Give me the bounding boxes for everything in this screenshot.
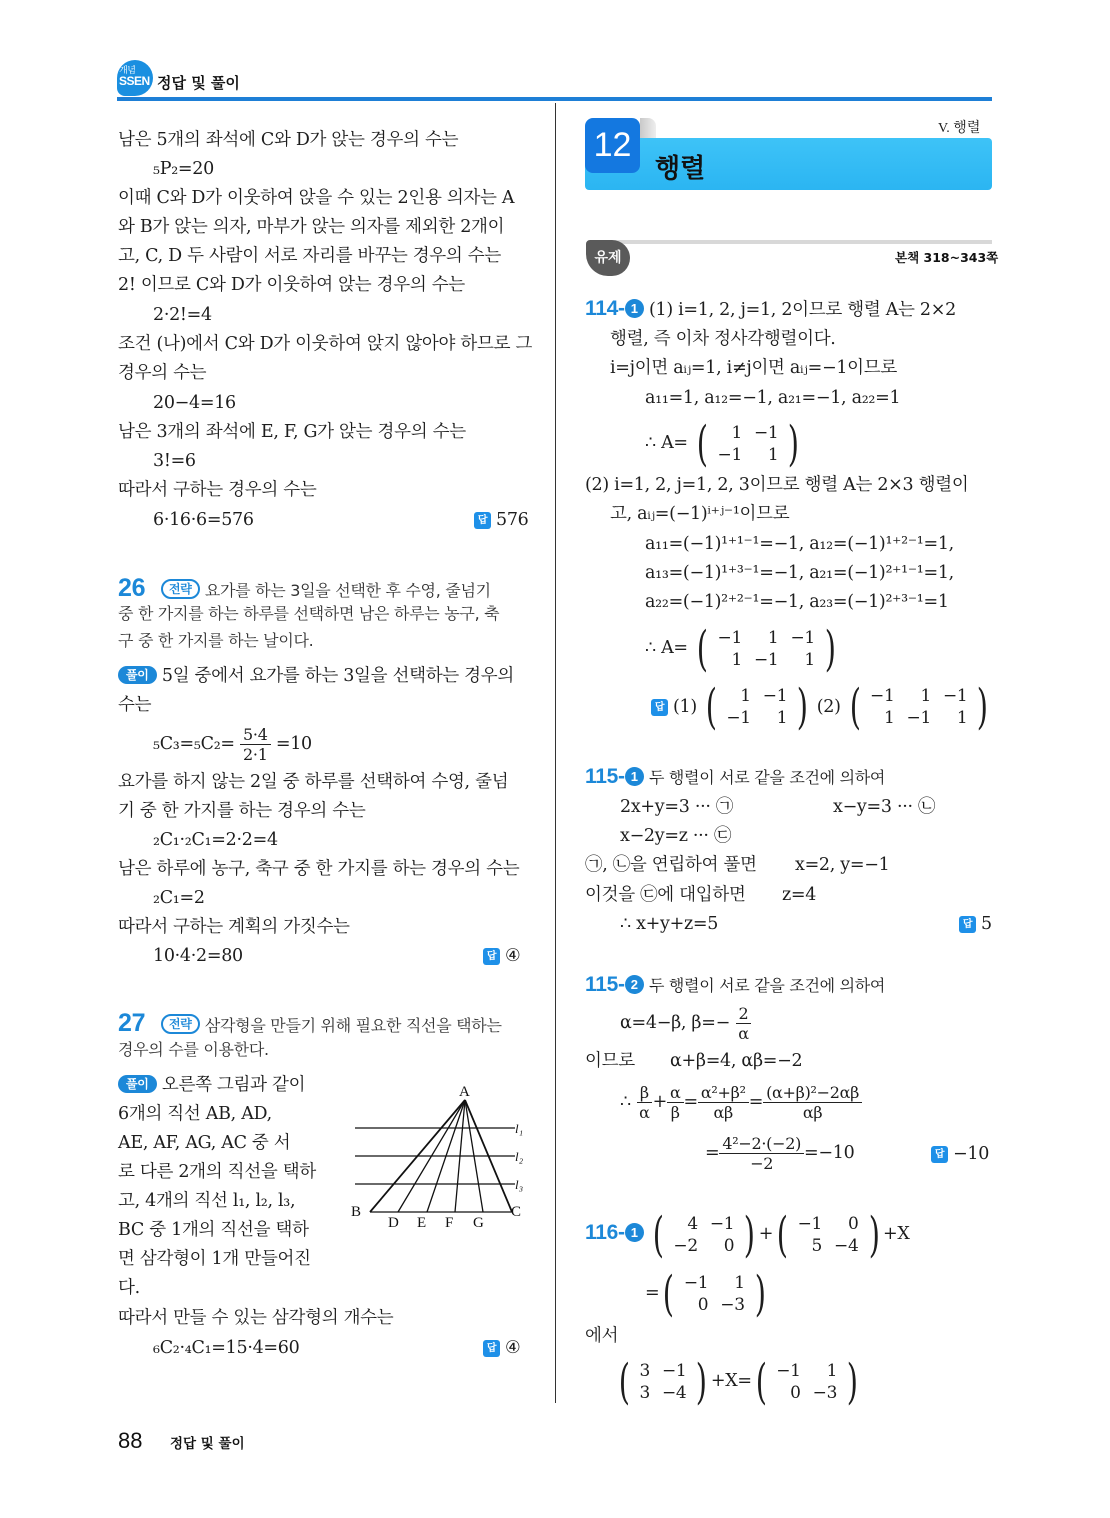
- fraction: [240, 725, 271, 764]
- math-line: [118, 724, 312, 764]
- solution-line: [118, 665, 514, 687]
- answer-value: 576: [496, 510, 529, 530]
- sub-number: 1: [625, 767, 644, 786]
- triangle-figure: [345, 1078, 535, 1228]
- text-line: 로 다른 2개의 직선을 택하: [118, 1162, 316, 1182]
- text-line: 따라서 구하는 경우의 수는: [118, 480, 317, 500]
- problem-number: 114-: [585, 297, 625, 320]
- math-line: 20−4=16: [153, 393, 236, 413]
- math: ∴ A=: [645, 433, 688, 453]
- text-line: 고, C, D 두 사람이 서로 자리를 바꾸는 경우의 수는: [118, 246, 501, 266]
- text-line: BC 중 1개의 직선을 택하: [118, 1220, 309, 1240]
- text-line: 따라서 만들 수 있는 삼각형의 개수는: [118, 1308, 394, 1328]
- math-line: a₂₂=(−1)²⁺²⁻¹=−1, a₂₃=(−1)²⁺³⁻¹=1: [645, 592, 949, 612]
- text-line: 와 B가 앉는 의자, 마부가 앉는 의자를 제외한 2개이: [118, 217, 505, 237]
- text-line: 2! 이므로 C와 D가 이웃하여 앉는 경우의 수는: [118, 275, 465, 295]
- math-line: = $\frac{\text{4²−2·(−2)}}{-2}$ =−10: [705, 1134, 855, 1173]
- solution-tag: 풀이: [118, 1075, 157, 1093]
- text-line: 행렬, 즉 이차 정사각행렬이다.: [610, 329, 836, 349]
- problem-number: 27: [118, 1009, 146, 1037]
- footer-title: 정답 및 풀이: [170, 1436, 245, 1452]
- math-line: ₆C₂·₄C₁=15·4=60: [153, 1338, 300, 1358]
- text: (1) i=1, 2, j=1, 2이므로 행렬 A는 2×2: [648, 300, 956, 320]
- answer-value: ④: [505, 946, 521, 966]
- math: =10: [275, 734, 312, 754]
- answer: [959, 913, 992, 935]
- svg-text:E: E: [417, 1215, 427, 1228]
- matrix-3: ( −1 1 0 −3 ): [663, 1265, 766, 1322]
- logo-line1: 개념: [119, 65, 136, 75]
- svg-text:l₃: l₃: [515, 1177, 524, 1192]
- text-line: 요가를 하지 않는 2일 중 하루를 선택하여 수영, 줄넘: [118, 772, 509, 792]
- solution-line: [118, 1074, 305, 1096]
- chapter-banner: [585, 138, 992, 190]
- problem-header: [585, 974, 885, 997]
- text: 오른쪽 그림과 같이: [161, 1075, 306, 1095]
- answer: [474, 509, 529, 531]
- math: α=4−β, β=−: [620, 1013, 730, 1033]
- answer-badge: 답: [474, 512, 491, 529]
- strategy-text: 경우의 수를 이용한다.: [118, 1040, 269, 1059]
- unit-label: V. 행렬: [938, 121, 981, 136]
- text-line: ㉠, ㉡을 연립하여 풀면: [585, 855, 757, 875]
- text-line: 이므로: [585, 1051, 635, 1071]
- matrix-line: [645, 415, 803, 472]
- problem-header: [118, 573, 491, 606]
- math-line: ∴ x+y+z=5: [620, 914, 719, 934]
- text-line: 남은 하루에 농구, 축구 중 한 가지를 하는 경우의 수는: [118, 859, 520, 879]
- text-line: 기 중 한 가지를 하는 경우의 수는: [118, 801, 366, 821]
- strategy-text: 요가를 하는 3일을 선택한 후 수영, 줄넘기: [204, 581, 491, 600]
- answer-matrix-2: ( −1 1 −1 1 −1 1 ): [849, 679, 989, 735]
- brand-logo: [117, 60, 153, 96]
- answer: [651, 679, 992, 735]
- svg-text:D: D: [388, 1215, 399, 1228]
- text-line: 이때 C와 D가 이웃하여 앉을 수 있는 2인용 의자는 A: [118, 188, 515, 208]
- numerator: 5·4: [240, 725, 271, 745]
- strategy-text: 중 한 가지를 하는 하루를 선택하면 남은 하루는 농구, 축: [118, 604, 500, 623]
- answer-value: 5: [981, 914, 992, 934]
- section-rule: [605, 240, 992, 244]
- math-line: a₁₁=(−1)¹⁺¹⁻¹=−1, a₁₂=(−1)¹⁺²⁻¹=1,: [645, 534, 954, 554]
- problem-number: 26: [118, 574, 146, 602]
- answer-value: −10: [953, 1144, 990, 1164]
- text-line: AE, AF, AG, AC 중 서: [118, 1133, 291, 1153]
- answer-badge: 답: [931, 1146, 948, 1163]
- answer-badge: 답: [959, 916, 976, 933]
- problem-header: [585, 766, 885, 789]
- math: ₅C₃=₅C₂=: [153, 734, 235, 754]
- sub-number: 1: [625, 299, 644, 318]
- text-line: 경우의 수는: [118, 363, 207, 383]
- matrix-line: ( 3 −1 3 −4 ) +X= ( −1 1 0 −3 ): [615, 1358, 862, 1405]
- fraction: $\frac{2}{\alpha}$: [735, 1004, 752, 1043]
- header-title: 정답 및 풀이: [157, 74, 240, 92]
- text-line: 따라서 구하는 계획의 가짓수는: [118, 917, 350, 937]
- answer-matrix-1: ( 1 −1 −1 1 ): [705, 679, 809, 735]
- matrix-A2: ( −1 1 −1 1 −1 1 ): [696, 620, 836, 677]
- answer: [483, 1337, 520, 1359]
- svg-text:G: G: [473, 1215, 484, 1228]
- math-line: x=2, y=−1: [795, 855, 890, 875]
- text: 두 행렬이 서로 같을 조건에 의하여: [648, 976, 886, 995]
- matrix-4: ( 3 −1 3 −4 ): [618, 1353, 708, 1410]
- matrix-5: ( −1 1 0 −3 ): [755, 1353, 858, 1410]
- section-reference: 본책 318~343쪽: [895, 250, 999, 265]
- text-line: 면 삼각형이 1개 만들어진: [118, 1249, 311, 1269]
- label-C: C: [511, 1204, 522, 1220]
- math-line: z=4: [782, 885, 817, 905]
- denominator: 2·1: [243, 745, 268, 764]
- answer-label: (2): [816, 697, 841, 717]
- text-line: 조건 (나)에서 C와 D가 이웃하여 앉지 않아야 하므로 그: [118, 334, 533, 354]
- text-line: 수는: [118, 695, 152, 715]
- problem-number: 115-: [585, 973, 625, 996]
- text: 5일 중에서 요가를 하는 3일을 선택하는 경우의: [161, 666, 514, 686]
- answer-label: (1): [673, 697, 697, 717]
- math-line: a₁₁=1, a₁₂=−1, a₂₁=−1, a₂₂=1: [645, 388, 901, 408]
- chapter-number: 12: [585, 118, 640, 173]
- math-line: [620, 1003, 752, 1043]
- matrix-line: = ( −1 1 0 −3 ): [645, 1270, 769, 1317]
- problem-number: 115-: [585, 765, 625, 788]
- section-tag: 유제: [586, 240, 630, 276]
- answer-badge: 답: [483, 948, 500, 965]
- svg-text:l₂: l₂: [515, 1149, 524, 1164]
- matrix-line: [645, 620, 839, 677]
- problem-header: 116- 1 ( 4 −1 −2 0 ) + ( −1 0 5 −4 ) +X: [585, 1206, 910, 1263]
- equation-3: x−2y=z ··· ㉢: [620, 826, 732, 846]
- equation-2: x−y=3 ··· ㉡: [833, 797, 936, 817]
- answer: [483, 945, 520, 967]
- matrix-2: ( −1 0 5 −4 ): [776, 1206, 880, 1263]
- chapter-fold: [640, 118, 656, 138]
- label-A: A: [459, 1084, 470, 1100]
- sub-number: 2: [625, 975, 644, 994]
- math-line: ₅P₂=20: [153, 159, 214, 179]
- header-rule: [117, 97, 992, 101]
- text-line: 남은 5개의 좌석에 C와 D가 앉는 경우의 수는: [118, 130, 459, 150]
- logo-line2: SSEN: [119, 74, 150, 88]
- math-line: ₂C₁=2: [153, 888, 205, 908]
- math-line: 6·16·6=576: [153, 510, 254, 530]
- problem-number: 116-: [585, 1221, 625, 1244]
- math-line: 3!=6: [153, 451, 196, 471]
- sub-number: 1: [625, 1223, 644, 1242]
- strategy-text: 구 중 한 가지를 하는 날이다.: [118, 631, 314, 650]
- text-line: 남은 3개의 좌석에 E, F, G가 앉는 경우의 수는: [118, 422, 466, 442]
- solution-tag: 풀이: [118, 666, 157, 684]
- svg-text:F: F: [445, 1215, 454, 1228]
- svg-text:l₁: l₁: [515, 1121, 524, 1136]
- text: 두 행렬이 서로 같을 조건에 의하여: [648, 768, 886, 787]
- label-B: B: [351, 1204, 362, 1220]
- equation-1: 2x+y=3 ··· ㉠: [620, 797, 734, 817]
- matrix-A1: ( 1 −1 −1 1 ): [696, 415, 800, 472]
- text-line: 이것을 ㉢에 대입하면: [585, 885, 746, 905]
- answer-badge: 답: [483, 1340, 500, 1357]
- matrix-1: ( 4 −1 −2 0 ): [652, 1206, 756, 1263]
- text-line: 고, 4개의 직선 l₁, l₂, l₃,: [118, 1191, 296, 1211]
- problem-header: [118, 1008, 502, 1041]
- math-line: ₂C₁·₂C₁=2·2=4: [153, 830, 278, 850]
- column-divider: [555, 103, 556, 1403]
- math-line: 2·2!=4: [153, 305, 212, 325]
- strategy-tag: 전략: [161, 1014, 200, 1034]
- answer-value: ④: [505, 1338, 521, 1358]
- answer-badge: 답: [651, 699, 668, 716]
- text-line: (2) i=1, 2, j=1, 2, 3이므로 행렬 A는 2×3 행렬이: [585, 475, 969, 495]
- math-line: ∴ $\frac{\beta}{\alpha}$ + $\frac{\alpha}{\beta}$ = $\frac{\text{α²+β²}}{\alpha\beta}$ = $\frac{\text{(α+β)²−2αβ}}{\alpha\beta}$: [620, 1082, 862, 1122]
- text-line: 다.: [118, 1278, 140, 1298]
- triangle-diagram: [345, 1078, 535, 1228]
- problem-header: [585, 298, 956, 321]
- math-line: a₁₃=(−1)¹⁺³⁻¹=−1, a₂₁=(−1)²⁺¹⁻¹=1,: [645, 563, 954, 583]
- chapter-title: 행렬: [655, 154, 706, 184]
- text-line: 고, aᵢⱼ=(−1)ⁱ⁺ʲ⁻¹이므로: [610, 504, 790, 524]
- answer: [931, 1143, 989, 1165]
- text-line: 에서: [585, 1326, 619, 1346]
- strategy-text: 삼각형을 만들기 위해 필요한 직선을 택하는: [204, 1016, 502, 1035]
- math: ∴ A=: [645, 638, 688, 658]
- text-line: 6개의 직선 AB, AD,: [118, 1104, 272, 1124]
- text-line: i=j이면 aᵢⱼ=1, i≠j이면 aᵢⱼ=−1이므로: [610, 358, 897, 378]
- math-line: α+β=4, αβ=−2: [670, 1051, 803, 1071]
- strategy-tag: 전략: [161, 579, 200, 599]
- page-number: 88: [118, 1428, 143, 1453]
- math-line: 10·4·2=80: [153, 946, 243, 966]
